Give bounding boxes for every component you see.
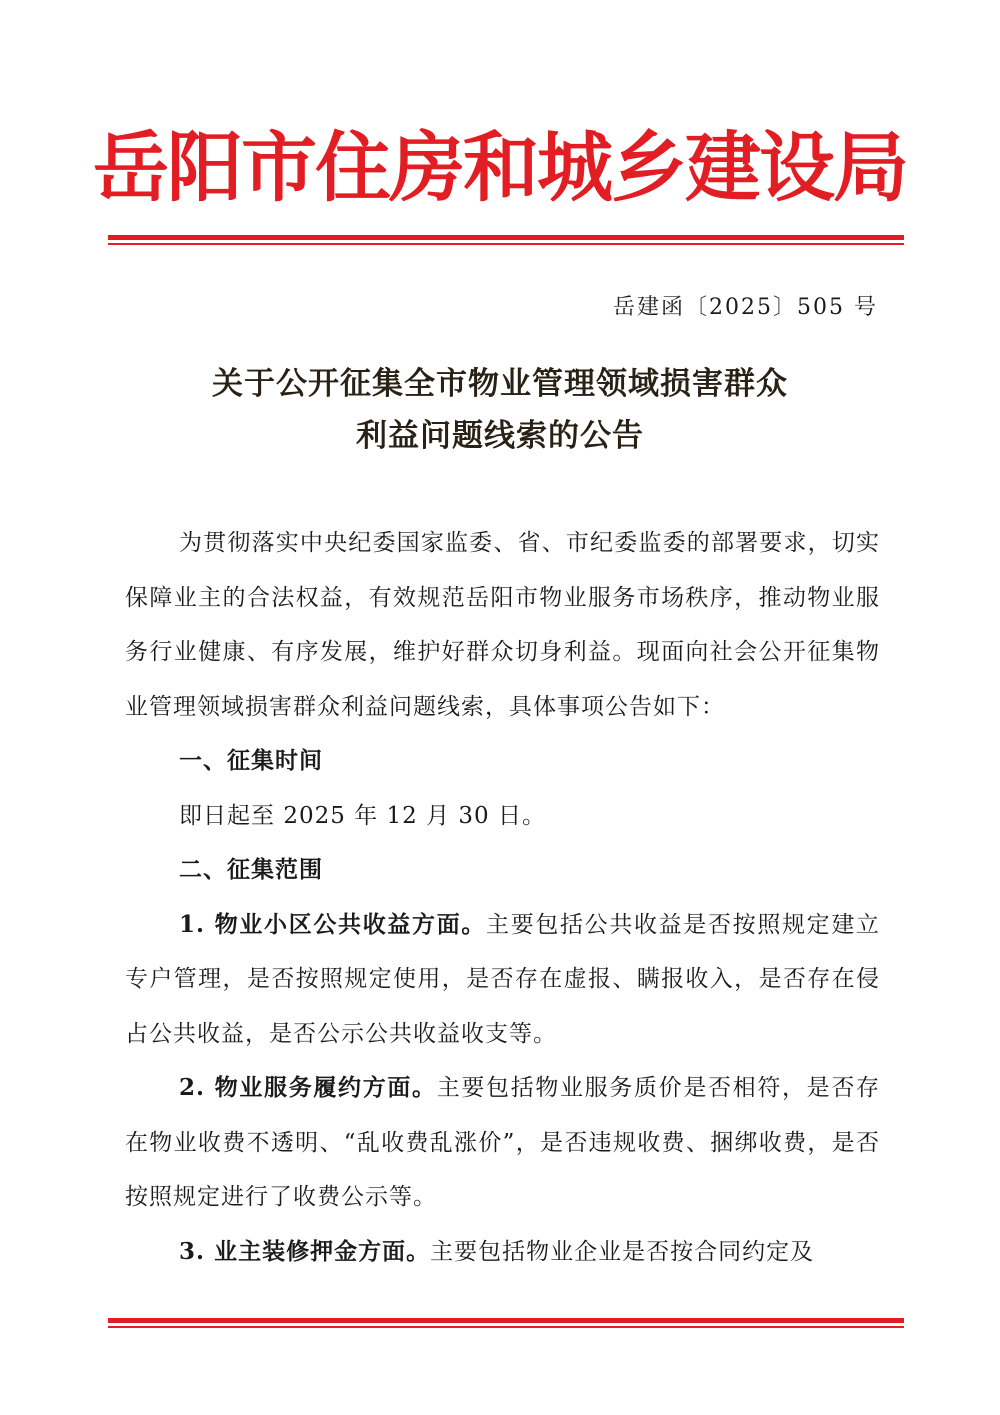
footer-rule-thin-line [108,1326,904,1328]
scope-item-2 [125,1061,880,1225]
section-heading-scope: 二、征集范围 [179,857,324,883]
item-1-lead: 1. 物业小区公共收益方面。 [179,910,487,938]
title-line-1: 关于公开征集全市物业管理领域损害群众 [212,366,788,402]
item-1-text: 主要包括公共收益是否按照规定建立专户管理，是否按照规定使用，是否存在虚报、瞒报收入，是否存在侵占公共收益，是否公示公共收益收支等。 [125,911,880,1047]
item-3-text: 主要包括物业企业是否按合同约定及 [430,1238,815,1265]
scope-item-3 [125,1225,880,1280]
item-3-lead: 3. 业主装修押金方面。 [179,1237,431,1265]
rule-thin-line [108,243,904,245]
section-heading-time: 一、征集时间 [179,748,324,774]
item-2-lead: 2. 物业服务履约方面。 [179,1074,437,1101]
rule-thick-line [108,235,904,240]
item-2-text: 主要包括物业服务质价是否相符，是否存在物业收费不透明、“乱收费乱涨价”，是否违规收费、捆绑收费，是否按照规定进行了收费公示等。 [125,1075,880,1210]
document-number: 岳建函〔2025〕505 号 [613,295,878,320]
scope-item-1 [125,898,880,1062]
agency-masthead: 岳阳市住房和城乡建设局 [93,123,907,212]
footer-rule-thick-line [108,1318,904,1323]
red-footer-rule [108,1318,904,1328]
intro-paragraph: 为贯彻落实中央纪委国家监委、省、市纪委监委的部署要求，切实保障业主的合法权益，有效规范岳阳市物业服务市场秩序，推动物业服务行业健康、有序发展，维护好群众切身利益。现面向社会公开征集物业管理领域损害群众利益问题线索，具体事项公告如下： [125,530,880,720]
red-header-rule [108,235,904,245]
document-title [0,358,1000,462]
title-line-2: 利益问题线索的公告 [356,418,644,454]
section-time-text: 即日起至 2025 年 12 月 30 日。 [179,802,546,829]
document-body [125,516,880,1279]
